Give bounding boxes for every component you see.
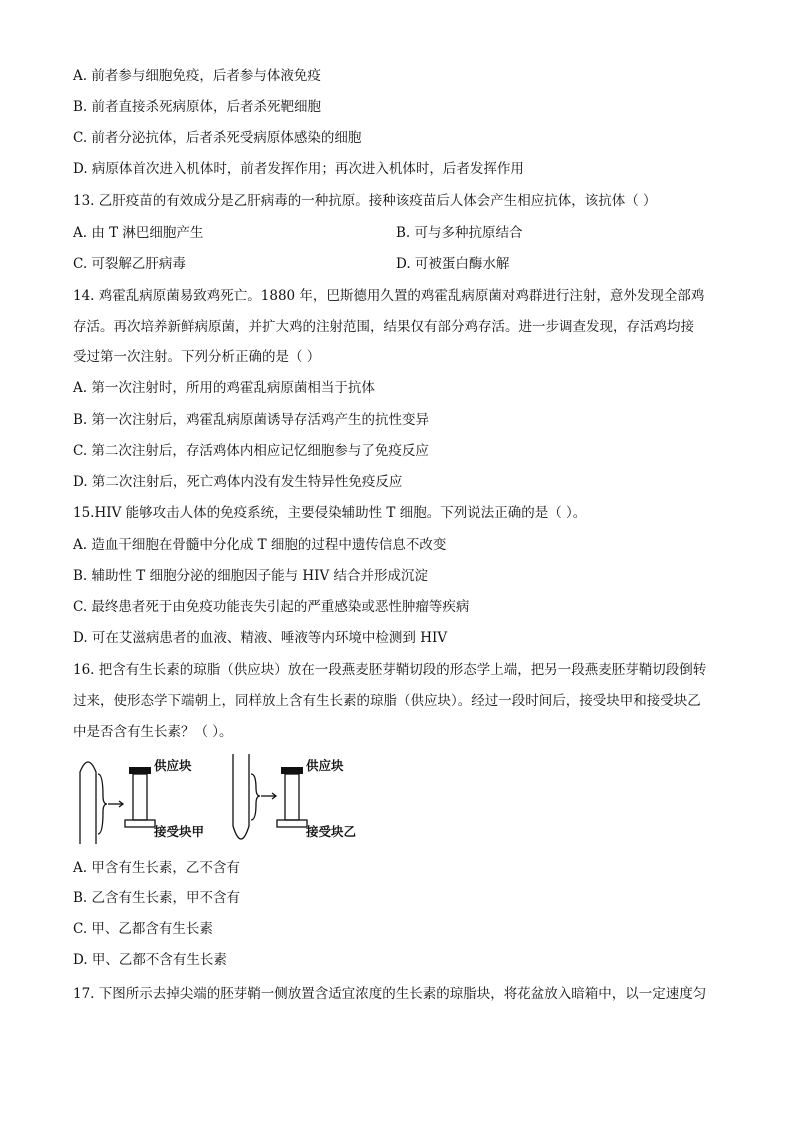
q13-option-a: A. 由 T 淋巴细胞产生 [73,225,204,241]
left-segment [133,774,147,820]
q15-option-a: A. 造血干细胞在骨髓中分化成 T 细胞的过程中遗传信息不改变 [73,537,447,553]
right-supply-block [281,767,303,774]
q15-option-b: B. 辅助性 T 细胞分泌的细胞因子能与 HIV 结合并形成沉淀 [73,568,429,584]
q16-option-a: A. 甲含有生长素，乙不含有 [73,860,240,876]
q14-stem-line-1: 14. 鸡霍乱病原菌易致鸡死亡。1880 年，巴斯德用久置的鸡霍乱病原菌对鸡群进行注射，意外发现全部鸡 [73,288,705,304]
q13-option-d: D. 可被蛋白酶水解 [396,256,510,272]
q17-stem: 17. 下图所示去掉尖端的胚芽鞘一侧放置含适宜浓度的生长素的琼脂块，将花盆放入暗箱中，以一定速度匀 [73,986,707,1002]
left-supply-block [129,767,151,774]
receiver-block-label-left: 接受块甲 [154,824,205,839]
q15-stem: 15.HIV 能够攻击人体的免疫系统，主要侵染辅助性 T 细胞。下列说法正确的是（ ）。 [73,505,587,521]
q14-stem-line-3: 受过第一次注射。下列分析正确的是（ ） [73,349,321,365]
q12-option-b: B. 前者直接杀死病原体，后者杀死靶细胞 [73,99,322,115]
right-receiver-block [277,820,307,827]
q15-option-d: D. 可在艾滋病患者的血液、精液、唾液等内环境中检测到 HIV [73,630,448,646]
q12-option-a: A. 前者参与细胞免疫，后者参与体液免疫 [73,68,321,84]
left-receiver-block [125,820,155,827]
q14-option-d: D. 第二次注射后，死亡鸡体内没有发生特异性免疫反应 [73,474,403,490]
supply-block-label-left: 供应块 [154,758,192,773]
q16-option-d: D. 甲、乙都不含有生长素 [73,952,227,968]
q14-stem-line-2: 存活。再次培养新鲜病原菌，并扩大鸡的注射范围，结果仅有部分鸡存活。进一步调查发现，存活鸡均接 [73,319,694,335]
coleoptile-inverted [233,754,249,839]
right-brace [251,774,260,820]
q16-option-b: B. 乙含有生长素，甲不含有 [73,890,241,906]
coleoptile-experiment-figure [70,752,370,852]
q15-option-c: C. 最终患者死于由免疫功能丧失引起的严重感染或恶性肿瘤等疾病 [73,599,470,615]
q12-option-d: D. 病原体首次进入机体时，前者发挥作用；再次进入机体时，后者发挥作用 [73,161,524,177]
q16-option-c: C. 甲、乙都含有生长素 [73,921,213,937]
q14-option-b: B. 第一次注射后，鸡霍乱病原菌诱导存活鸡产生的抗性变异 [73,412,430,428]
q16-stem-line-1: 16. 把含有生长素的琼脂（供应块）放在一段燕麦胚芽鞘切段的形态学上端，把另一段燕麦胚芽鞘切段倒转 [73,662,707,678]
coleoptile-upright [80,762,96,844]
q13-option-c: C. 可裂解乙肝病毒 [73,256,186,272]
q16-stem-line-2: 过来，使形态学下端朝上，同样放上含有生长素的琼脂（供应块）。经过一段时间后，接受块甲和接受块乙 [73,693,701,709]
q14-option-c: C. 第二次注射后，存活鸡体内相应记忆细胞参与了免疫反应 [73,443,429,459]
q16-stem-line-3: 中是否含有生长素？（ ）。 [73,724,233,740]
left-brace [98,774,107,834]
receiver-block-label-right: 接受块乙 [306,824,357,839]
supply-block-label-right: 供应块 [306,758,344,773]
q14-option-a: A. 第一次注射时，所用的鸡霍乱病原菌相当于抗体 [73,380,375,396]
right-segment [285,774,299,820]
q13-stem: 13. 乙肝疫苗的有效成分是乙肝病毒的一种抗原。接种该疫苗后人体会产生相应抗体，该抗体（ ） [73,193,657,209]
q12-option-c: C. 前者分泌抗体，后者杀死受病原体感染的细胞 [73,130,362,146]
q13-option-b: B. 可与多种抗原结合 [396,225,523,241]
